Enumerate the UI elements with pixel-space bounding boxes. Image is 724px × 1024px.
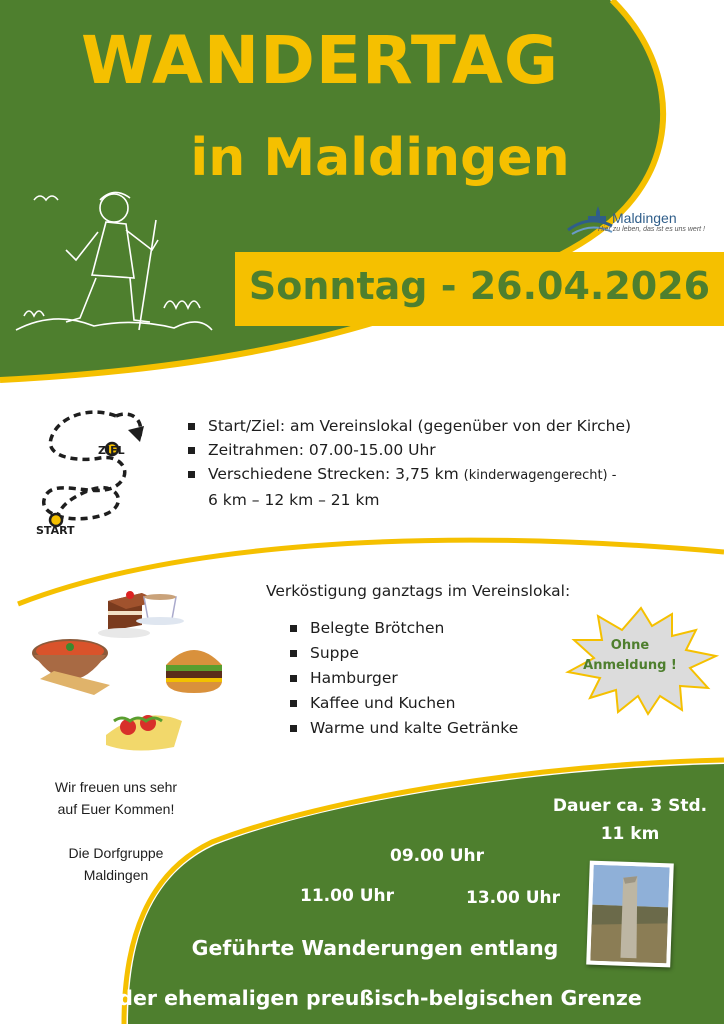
food-item: Hamburger — [288, 666, 518, 691]
route-start-label: START — [36, 524, 75, 537]
info-item-start: Start/Ziel: am Vereinslokal (gegenüber von der Kirche) — [186, 414, 706, 438]
stroller-note: (kinderwagengerecht) - — [463, 468, 617, 483]
food-heading: Verköstigung ganztags im Vereinslokal: — [266, 582, 571, 600]
route-map-icon — [30, 402, 170, 542]
food-item: Kaffee und Kuchen — [288, 691, 518, 716]
food-illustrations — [24, 585, 234, 765]
hamburger-icon — [166, 650, 222, 693]
no-registration-badge: Ohne Anmeldung ! — [583, 638, 677, 673]
food-list — [288, 616, 518, 741]
guided-heading-line2: der ehemaligen preußisch-belgischen Grenze — [118, 986, 642, 1010]
food-item: Suppe — [288, 641, 518, 666]
food-item: Warme und kalte Getränke — [288, 716, 518, 741]
event-date: Sonntag - 26.04.2026 — [248, 264, 711, 308]
guided-time-1300: 13.00 Uhr — [466, 888, 560, 908]
hiker-illustration — [14, 180, 214, 340]
soup-bowl-icon — [32, 639, 110, 695]
guided-time-1100: 11.00 Uhr — [300, 886, 394, 906]
greeting-text: Wir freuen uns sehr auf Euer Kommen! — [54, 779, 178, 817]
event-location: in Maldingen — [190, 128, 570, 188]
guided-heading-line1: Geführte Wanderungen entlang — [191, 936, 559, 960]
logo-name: Maldingen — [612, 210, 677, 226]
event-title: WANDERTAG — [80, 22, 560, 99]
info-list — [186, 414, 706, 512]
info-item-time: Zeitrahmen: 07.00-15.00 Uhr — [186, 438, 706, 462]
signature-text: Die Dorfgruppe Maldingen — [68, 845, 164, 883]
guided-duration: Dauer ca. 3 Std. 11 km — [552, 796, 708, 844]
route-end-label: ZIEL — [98, 444, 125, 457]
guided-time-0900: 09.00 Uhr — [390, 846, 484, 866]
info-item-routes: Verschiedene Strecken: 3,75 km (kinderwagengerecht) - 6 km – 12 km – 21 km — [186, 462, 706, 512]
logo-slogan: Hier zu leben, das ist es uns wert ! — [598, 226, 705, 233]
distances-line: 6 km – 12 km – 21 km — [208, 491, 380, 509]
border-stone-icon — [590, 865, 669, 964]
sandwich-icon — [106, 715, 182, 751]
food-item: Belegte Brötchen — [288, 616, 518, 641]
